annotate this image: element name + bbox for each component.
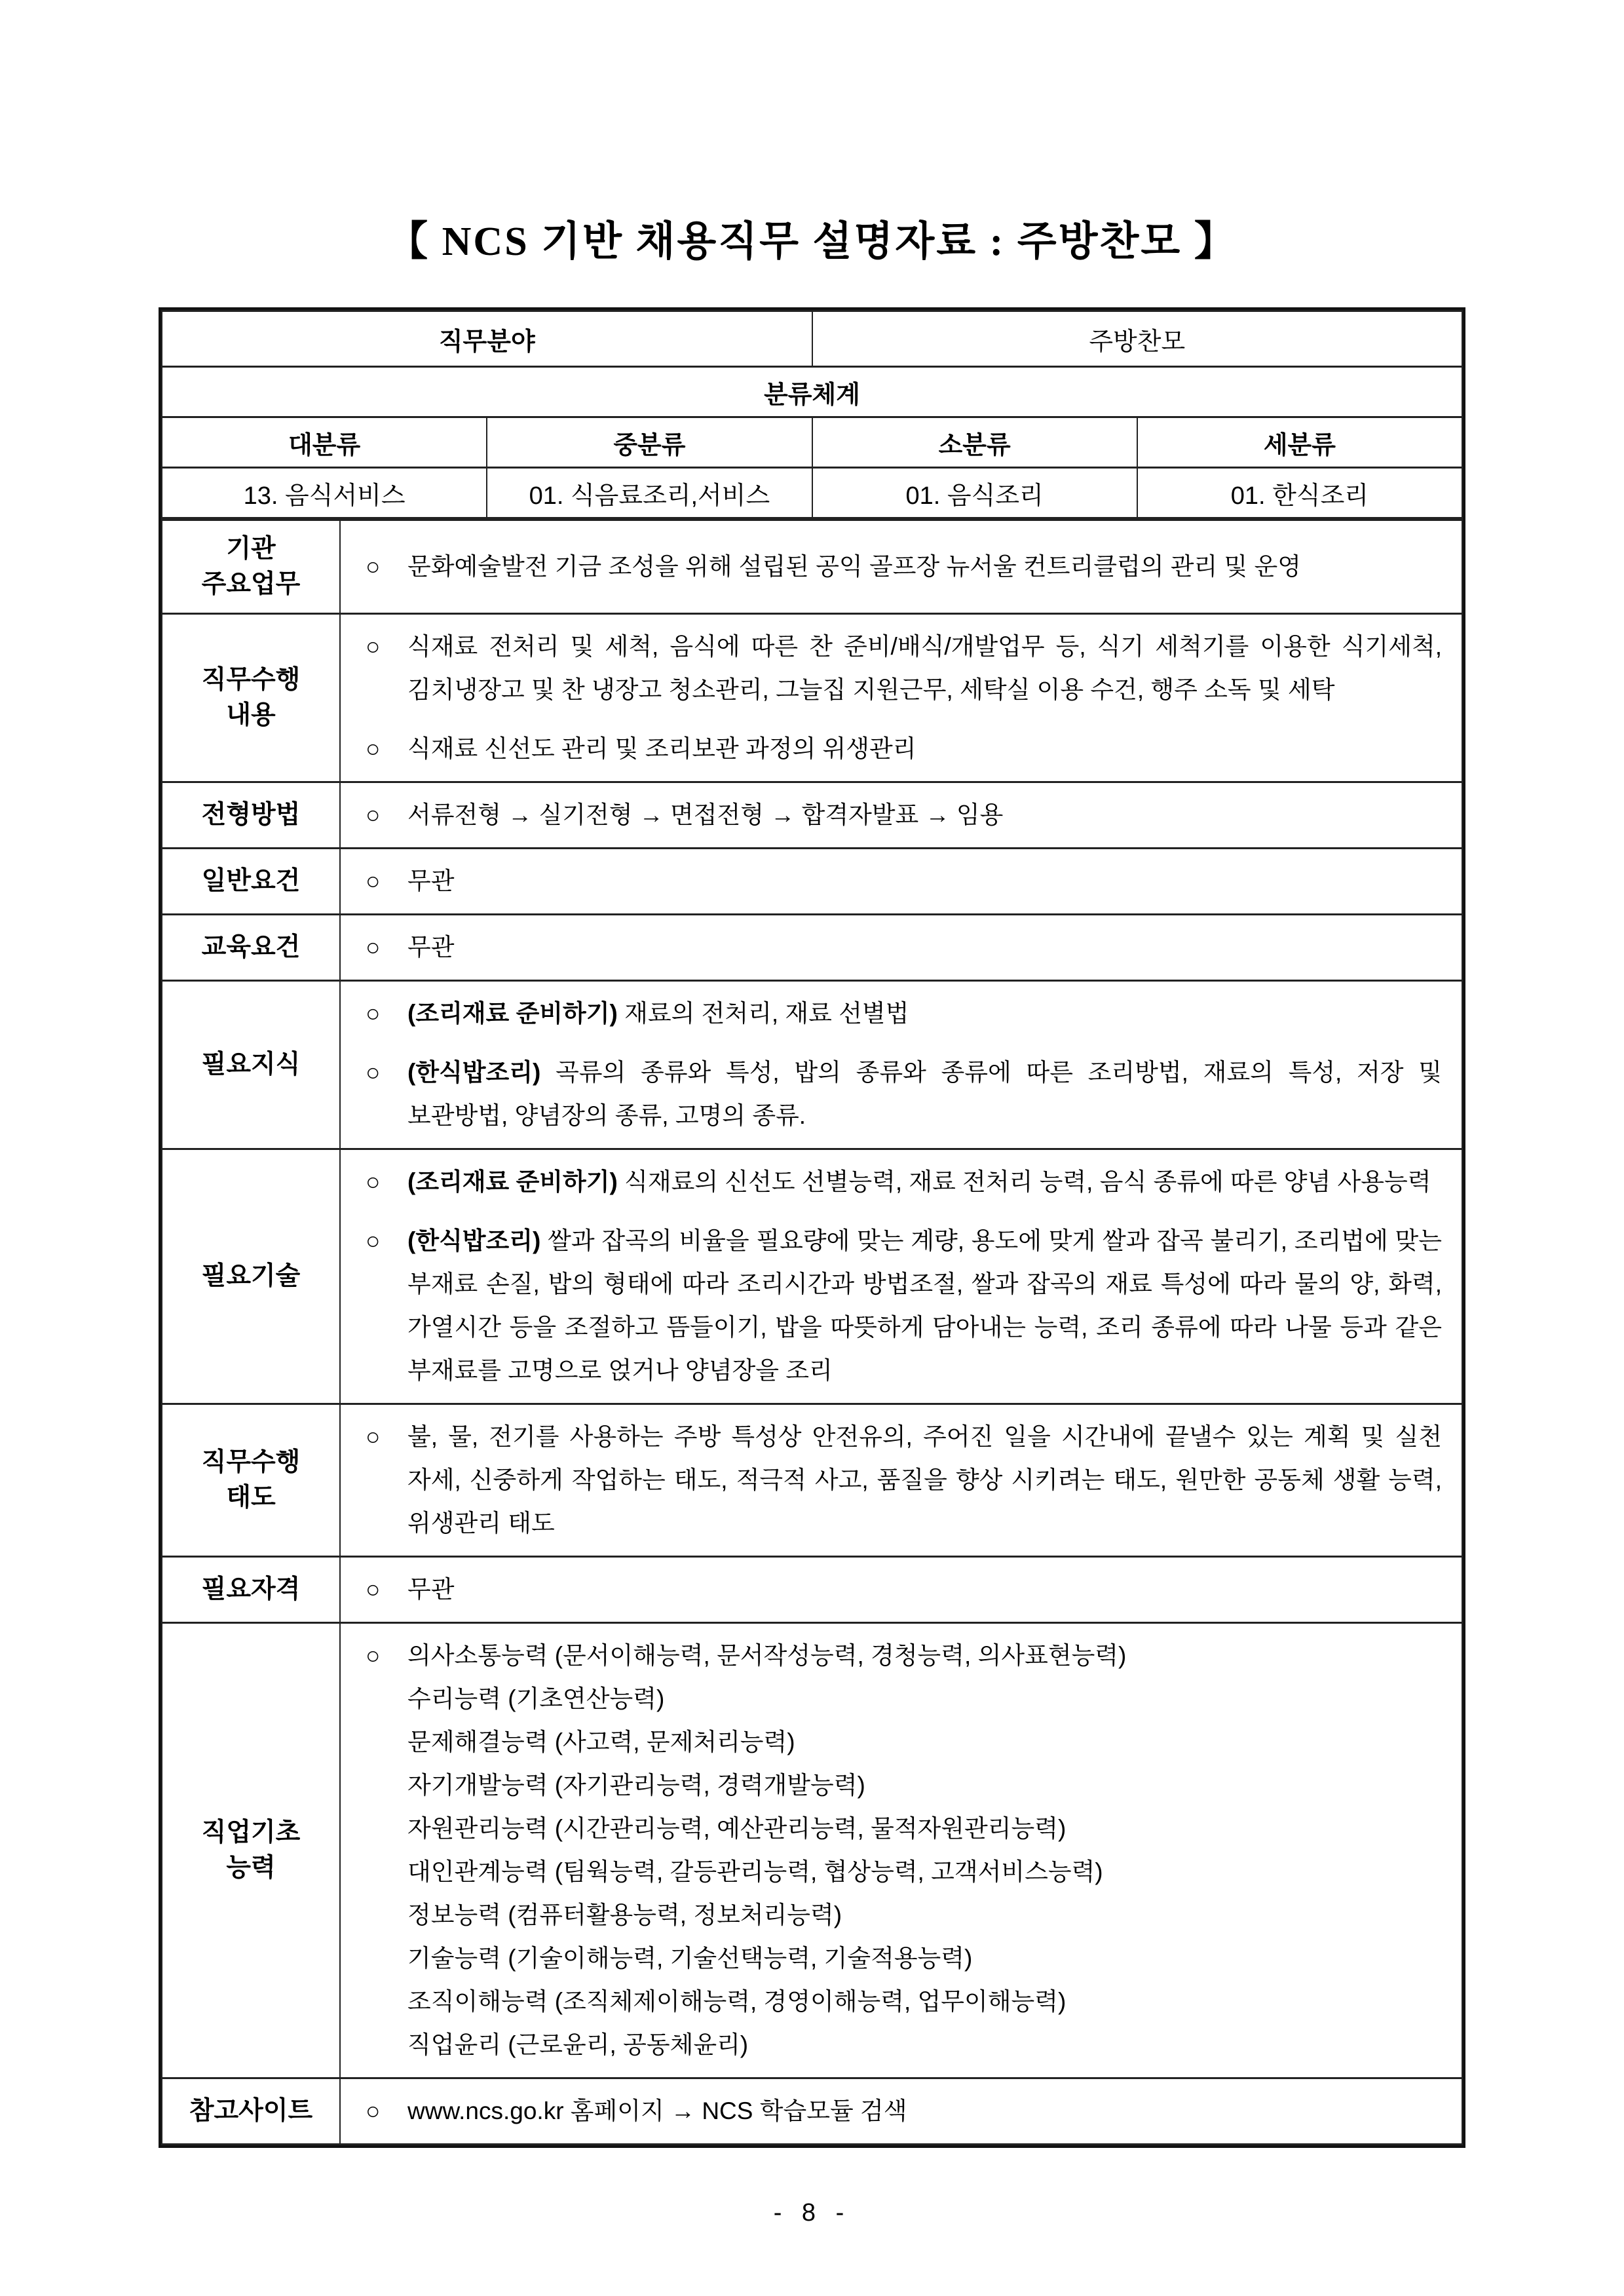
circle-bullet-icon: ○ (366, 1059, 381, 1086)
minor-category-header: 소분류 (812, 417, 1137, 468)
bullet-paragraph: ○ 불, 물, 전기를 사용하는 주방 특성상 안전유의, 주어진 일을 시간내에 끝낼수 있는 계획 및 실천 자세, 신중하게 작업하는 태도, 적극적 사고, 품질을 향상 시키려는 태도, 원만한 공동체 생활 능력, 위생관리 태도 (366, 1415, 1442, 1545)
paragraph: 조직이해능력 (조직체제이해능력, 경영이해능력, 업무이해능력) (407, 1988, 1067, 2015)
paragraph: 대인관계능력 (팀웍능력, 갈등관리능력, 협상능력, 고객서비스능력) (407, 1858, 1103, 1885)
classification-header-row (162, 417, 1462, 468)
table-row-general-requirements (162, 849, 1462, 915)
circle-bullet-icon: ○ (366, 1168, 381, 1195)
table-row-education-requirements (162, 915, 1462, 981)
bullet-paragraph: ○ 무관 (366, 1568, 1442, 1611)
paragraph: 문제해결능력 (사고력, 문제처리능력) (407, 1729, 795, 1755)
bullet-paragraph: ○ 문화예술발전 기금 조성을 위해 설립된 공익 골프장 뉴서울 컨트리클럽의 관리 및 운영 (366, 545, 1442, 588)
row-label-job-duties: 직무수행 내용 (162, 614, 340, 782)
classification-value-row (162, 468, 1462, 518)
table-row-required-certification (162, 1557, 1462, 1623)
classification-title: 분류체계 (162, 367, 1462, 417)
row-content-work-attitude (340, 1404, 1462, 1557)
table-row-required-knowledge (162, 981, 1462, 1149)
detail-category-header: 세분류 (1137, 417, 1462, 468)
bullet-paragraph: ○ 무관 (366, 860, 1442, 903)
circle-bullet-icon: ○ (366, 1576, 381, 1603)
detail-table (161, 519, 1463, 2145)
middle-category-header: 중분류 (487, 417, 812, 468)
circle-bullet-icon: ○ (366, 633, 381, 660)
bullet-paragraph: ○ (조리재료 준비하기) 식재료의 신선도 선별능력, 재료 전처리 능력, 음식 종류에 따른 양념 사용능력 (366, 1160, 1442, 1204)
row-content-selection-method (340, 782, 1462, 849)
row-content-job-duties (340, 614, 1462, 782)
circle-bullet-icon: ○ (366, 1423, 381, 1450)
paragraph: 수리능력 (기초연산능력) (407, 1685, 665, 1712)
circle-bullet-icon: ○ (366, 735, 381, 762)
paragraph: 기술능력 (기술이해능력, 기술선택능력, 기술적용능력) (407, 1945, 973, 1972)
row-label-education-requirements: 교육요건 (162, 915, 340, 981)
bullet-paragraph: ○ 식재료 신선도 관리 및 조리보관 과정의 위생관리 (366, 727, 1442, 771)
table-row-basic-competencies (162, 1623, 1462, 2078)
table-row-job-duties (162, 614, 1462, 782)
circle-bullet-icon: ○ (366, 801, 381, 828)
row-label-selection-method: 전형방법 (162, 782, 340, 849)
bullet-paragraph: ○ 서류전형 → 실기전형 → 면접전형 → 합격자발표 → 임용 (366, 794, 1442, 837)
row-content-agency-duties (340, 520, 1462, 614)
page-number: - 8 - (773, 2199, 851, 2227)
table-row-agency-duties (162, 520, 1462, 614)
table-row-required-skills (162, 1149, 1462, 1404)
table-row-selection-method (162, 782, 1462, 849)
row-content-required-knowledge (340, 981, 1462, 1149)
row-content-basic-competencies (340, 1623, 1462, 2078)
table-row-work-attitude (162, 1404, 1462, 1557)
bullet-paragraph: ○ 무관 (366, 926, 1442, 969)
classification-table (161, 310, 1463, 519)
row-content-reference-site (340, 2078, 1462, 2145)
major-category-value: 13. 음식서비스 (162, 468, 487, 518)
major-category-header: 대분류 (162, 417, 487, 468)
circle-bullet-icon: ○ (366, 1227, 381, 1254)
row-label-reference-site: 참고사이트 (162, 2078, 340, 2145)
paragraph: 직업윤리 (근로윤리, 공동체윤리) (407, 2031, 749, 2058)
paragraph: 자기개발능력 (자기관리능력, 경력개발능력) (407, 1772, 865, 1799)
job-description-table (159, 307, 1465, 2148)
circle-bullet-icon: ○ (366, 1000, 381, 1027)
row-content-general-requirements (340, 849, 1462, 915)
job-field-value: 주방찬모 (812, 311, 1463, 367)
job-field-row (162, 311, 1462, 367)
circle-bullet-icon: ○ (366, 934, 381, 961)
bullet-paragraph: ○ 식재료 전처리 및 세척, 음식에 따른 찬 준비/배식/개발업무 등, 식기 세척기를 이용한 식기세척, 김치냉장고 및 찬 냉장고 청소관리, 그늘집 지원근무, 세탁실 이용 수건, 행주 소독 및 세탁 (366, 625, 1442, 712)
circle-bullet-icon: ○ (366, 553, 381, 580)
job-field-label: 직무분야 (162, 311, 812, 367)
row-label-general-requirements: 일반요건 (162, 849, 340, 915)
row-label-basic-competencies: 직업기초 능력 (162, 1623, 340, 2078)
table-row-reference-site (162, 2078, 1462, 2145)
paragraph: 정보능력 (컴퓨터활용능력, 정보처리능력) (407, 1902, 842, 1928)
minor-category-value: 01. 음식조리 (812, 468, 1137, 518)
circle-bullet-icon: ○ (366, 1642, 381, 1669)
row-content-education-requirements (340, 915, 1462, 981)
classification-title-row (162, 367, 1462, 417)
row-label-required-skills: 필요기술 (162, 1149, 340, 1404)
paragraph: 자원관리능력 (시간관리능력, 예산관리능력, 물적자원관리능력) (407, 1815, 1067, 1842)
middle-category-value: 01. 식음료조리,서비스 (487, 468, 812, 518)
bullet-paragraph: ○ 의사소통능력 (문서이해능력, 문서작성능력, 경청능력, 의사표현능력) (366, 1634, 1442, 1677)
page-title: 【 NCS 기반 채용직무 설명자료 : 주방찬모 】 (387, 220, 1237, 264)
bullet-paragraph: ○ (한식밥조리) 쌀과 잡곡의 비율을 필요량에 맞는 계량, 용도에 맞게 쌀과 잡곡 불리기, 조리법에 맞는 부재료 손질, 밥의 형태에 따라 조리시간과 방법조절, 쌀과 잡곡의 재료 특성에 따라 물의 양, 화력, 가열시간 등을 조절하고 뜸들이기, 밥을 따뜻하게 담아내는 능력, 조리 종류에 따라 나물 등과 같은 부재료를 고명으로 얹거나 양념장을 조리 (366, 1219, 1442, 1392)
circle-bullet-icon: ○ (366, 868, 381, 894)
row-label-agency-duties: 기관 주요업무 (162, 520, 340, 614)
bullet-paragraph: ○ www.ncs.go.kr 홈페이지 → NCS 학습모듈 검색 (366, 2090, 1442, 2133)
row-content-required-certification (340, 1557, 1462, 1623)
row-content-required-skills (340, 1149, 1462, 1404)
bullet-paragraph: ○ (조리재료 준비하기) 재료의 전처리, 재료 선별법 (366, 992, 1442, 1035)
row-label-required-knowledge: 필요지식 (162, 981, 340, 1149)
detail-category-value: 01. 한식조리 (1137, 468, 1462, 518)
label-rows (162, 520, 1462, 2145)
row-label-work-attitude: 직무수행 태도 (162, 1404, 340, 1557)
row-label-required-certification: 필요자격 (162, 1557, 340, 1623)
bullet-paragraph: ○ (한식밥조리) 곡류의 종류와 특성, 밥의 종류와 종류에 따른 조리방법, 재료의 특성, 저장 및 보관방법, 양념장의 종류, 고명의 종류. (366, 1051, 1442, 1138)
circle-bullet-icon: ○ (366, 2097, 381, 2124)
